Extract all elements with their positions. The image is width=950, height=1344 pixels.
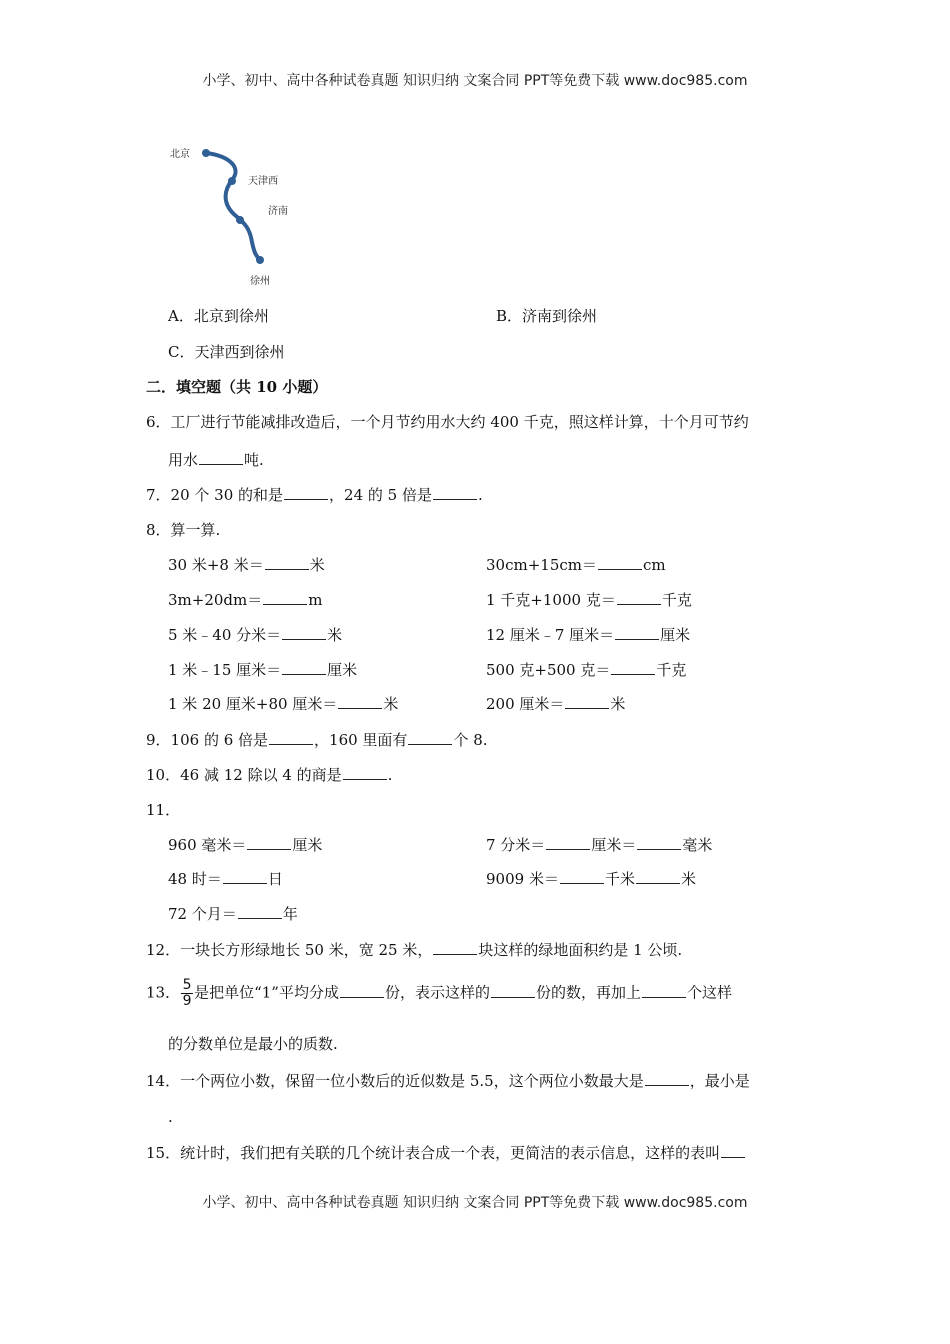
q11-unit: 厘米＝	[591, 836, 637, 854]
question-7	[146, 484, 483, 505]
answer-blank[interactable]	[340, 983, 384, 998]
question-10	[146, 764, 392, 785]
q8-unit: m	[308, 591, 323, 609]
q7-text-a: 7．20 个 30 的和是	[146, 486, 284, 504]
question-6-line1: 6．工厂进行节能减排改造后，一个月节约用水大约 400 千克，照这样计算，十个月可节约	[146, 413, 749, 431]
q8-item	[486, 554, 666, 575]
answer-blank[interactable]	[247, 835, 291, 850]
q8-unit: 米	[327, 626, 343, 644]
answer-blank[interactable]	[223, 869, 267, 884]
question-11-title: 11．	[146, 801, 181, 819]
q8-expr: 1 米 20 厘米+80 厘米＝	[168, 695, 338, 713]
q8-unit: 米	[309, 556, 325, 574]
answer-blank[interactable]	[263, 590, 307, 605]
answer-blank[interactable]	[343, 765, 387, 780]
route-map	[160, 138, 310, 288]
question-13	[146, 978, 732, 1009]
q14-text-b: ，最小是	[689, 1072, 750, 1090]
q8-unit: 米	[610, 695, 626, 713]
q11-item	[486, 834, 712, 855]
q8-expr: 30cm+15cm＝	[486, 556, 597, 574]
q12-text-a: 12．一块长方形绿地长 50 米，宽 25 米，	[146, 941, 433, 959]
question-14-line2: .	[168, 1108, 173, 1126]
q7-text-b: ，24 的 5 倍是	[329, 486, 432, 504]
q8-expr: 12 厘米﹣7 厘米＝	[486, 626, 615, 644]
q8-item	[486, 624, 690, 645]
answer-blank[interactable]	[615, 625, 659, 640]
page-footer: 小学、初中、高中各种试卷真题 知识归纳 文案合同 PPT等免费下载 www.doc985.com	[202, 1195, 748, 1211]
q8-unit: 千克	[661, 591, 692, 609]
q11-unit: 毫米	[682, 836, 713, 854]
q11-unit: 日	[267, 870, 283, 888]
city-label-jinan: 济南	[268, 206, 288, 217]
answer-blank[interactable]	[637, 835, 681, 850]
section-title: 二．填空题（共 10 小题）	[146, 378, 328, 396]
question-12	[146, 939, 682, 960]
answer-blank[interactable]	[617, 590, 661, 605]
city-dot-beijing	[202, 149, 210, 157]
question-14	[146, 1070, 750, 1091]
answer-blank[interactable]	[282, 660, 326, 675]
q11-expr: 960 毫米＝	[168, 836, 247, 854]
q11-unit: 千米	[604, 870, 635, 888]
city-label-beijing: 北京	[170, 149, 190, 160]
q6-text-a: 用水	[168, 451, 199, 469]
answer-blank[interactable]	[199, 450, 243, 465]
q8-expr: 5 米﹣40 分米＝	[168, 626, 282, 644]
q9-text-b: ，160 里面有	[314, 731, 408, 749]
q8-expr: 500 克+500 克＝	[486, 661, 611, 679]
answer-blank[interactable]	[269, 730, 313, 745]
q10-text-a: 10．46 减 12 除以 4 的商是	[146, 766, 342, 784]
q8-unit: 厘米	[660, 626, 691, 644]
option-c: C．天津西到徐州	[168, 343, 285, 361]
answer-blank[interactable]	[565, 694, 609, 709]
q7-text-c: .	[477, 486, 483, 504]
q8-item	[168, 554, 325, 575]
q14-text-a: 14．一个两位小数，保留一位小数后的近似数是 5.5，这个两位小数最大是	[146, 1072, 644, 1090]
q8-item	[168, 693, 398, 714]
answer-blank[interactable]	[282, 625, 326, 640]
q11-unit: 年	[282, 905, 298, 923]
page-header: 小学、初中、高中各种试卷真题 知识归纳 文案合同 PPT等免费下载 www.doc985.com	[202, 73, 748, 89]
answer-blank[interactable]	[560, 869, 604, 884]
answer-blank[interactable]	[238, 904, 282, 919]
q8-unit: cm	[643, 556, 666, 574]
q9-text-a: 9．106 的 6 倍是	[146, 731, 269, 749]
answer-blank[interactable]	[546, 835, 590, 850]
route-line	[206, 153, 260, 260]
answer-blank[interactable]	[265, 555, 309, 570]
fraction-denominator: 9	[182, 993, 192, 1009]
city-label-tianjinxi: 天津西	[248, 176, 278, 187]
q15-text: 15．统计时，我们把有关联的几个统计表合成一个表，更简洁的表示信息，这样的表叫	[146, 1144, 721, 1162]
q8-expr: 3m+20dm＝	[168, 591, 263, 609]
q8-unit: 千克	[656, 661, 687, 679]
city-label-xuzhou: 徐州	[250, 276, 270, 287]
q8-unit: 厘米	[327, 661, 358, 679]
fraction-five-ninths	[181, 978, 193, 1009]
city-dot-tianjinxi	[228, 177, 236, 185]
q8-expr: 30 米+8 米＝	[168, 556, 264, 574]
q8-item	[486, 693, 625, 714]
answer-blank[interactable]	[598, 555, 642, 570]
q8-item	[168, 589, 322, 610]
q10-text-b: .	[387, 766, 393, 784]
q8-item	[168, 624, 342, 645]
q13-text-c: 份的数，再加上	[536, 983, 642, 1002]
answer-blank[interactable]	[408, 730, 452, 745]
question-15	[146, 1142, 746, 1163]
answer-blank[interactable]	[284, 485, 328, 500]
q11-item	[168, 868, 283, 889]
answer-blank[interactable]	[338, 694, 382, 709]
q6-text-b: 吨.	[244, 451, 264, 469]
q11-unit: 厘米	[292, 836, 323, 854]
answer-blank[interactable]	[645, 1071, 689, 1086]
q8-unit: 米	[383, 695, 399, 713]
q13-text-d: 个这样	[687, 983, 733, 1002]
q8-item	[486, 659, 686, 680]
answer-blank[interactable]	[433, 940, 477, 955]
q13-text-b: 份，表示这样的	[384, 983, 490, 1002]
city-dot-jinan	[236, 216, 244, 224]
q12-text-b: 块这样的绿地面积约是 1 公顷.	[478, 941, 683, 959]
q11-expr: 9009 米＝	[486, 870, 559, 888]
q13-text-a: 是把单位“1”平均分成	[194, 983, 339, 1002]
question-8-title: 8．算一算.	[146, 521, 221, 539]
q8-expr: 1 千克+1000 克＝	[486, 591, 616, 609]
answer-blank[interactable]	[433, 485, 477, 500]
city-dot-xuzhou	[256, 256, 264, 264]
answer-blank[interactable]	[636, 869, 680, 884]
answer-blank[interactable]	[721, 1143, 745, 1158]
q8-expr: 200 厘米＝	[486, 695, 565, 713]
option-b: B．济南到徐州	[496, 307, 598, 325]
q11-item	[168, 834, 322, 855]
q11-expr: 72 个月＝	[168, 905, 237, 923]
answer-blank[interactable]	[642, 983, 686, 998]
q8-item	[168, 659, 357, 680]
q13-number: 13．	[146, 983, 181, 1002]
q9-text-c: 个 8.	[453, 731, 488, 749]
q8-item	[486, 589, 692, 610]
q11-expr: 7 分米＝	[486, 836, 546, 854]
question-6-line2	[168, 449, 264, 470]
q8-expr: 1 米﹣15 厘米＝	[168, 661, 282, 679]
question-13-line2: 的分数单位是最小的质数.	[168, 1035, 338, 1053]
answer-blank[interactable]	[611, 660, 655, 675]
q11-item	[486, 868, 696, 889]
q11-item	[168, 903, 298, 924]
q11-unit: 米	[680, 870, 696, 888]
answer-blank[interactable]	[491, 983, 535, 998]
q11-expr: 48 时＝	[168, 870, 222, 888]
question-9	[146, 729, 488, 750]
fraction-numerator: 5	[182, 977, 192, 993]
option-a: A．北京到徐州	[168, 307, 269, 325]
